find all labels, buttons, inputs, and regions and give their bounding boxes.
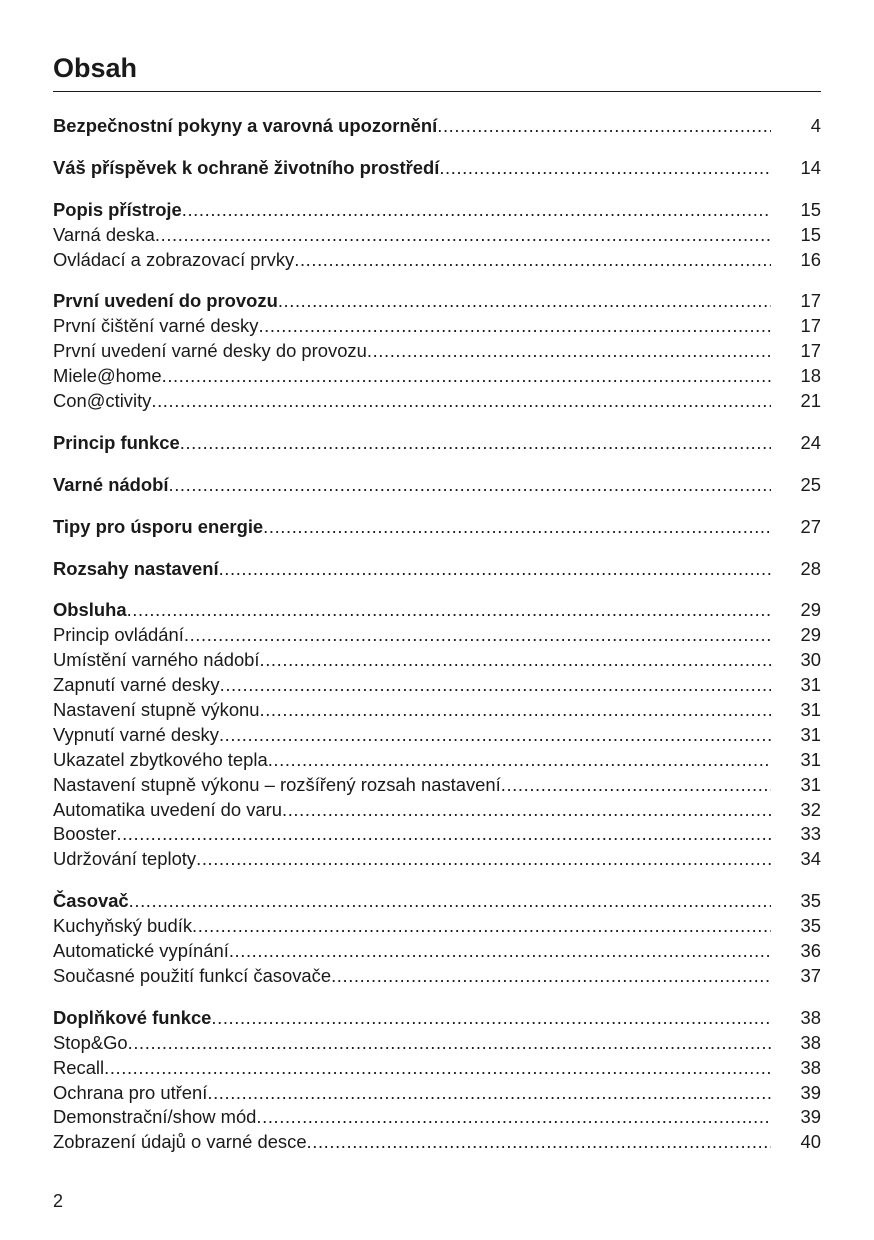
toc-page-number: 34: [800, 848, 821, 870]
toc-section-heading[interactable]: [53, 557, 821, 582]
dot-leader: [196, 847, 771, 872]
dot-leader: [437, 114, 771, 139]
toc-entry-label: Současné použití funkcí časovače: [53, 964, 332, 986]
toc-entry[interactable]: [53, 822, 821, 847]
toc-entry[interactable]: [53, 1130, 821, 1155]
dot-leader: [268, 748, 771, 773]
toc-page-number: 35: [800, 915, 821, 937]
dot-leader: [282, 798, 771, 823]
toc-page-number: 15: [800, 198, 821, 220]
toc-page-number: 16: [800, 248, 821, 270]
dot-leader: [182, 198, 771, 223]
dot-leader: [258, 314, 771, 339]
toc-page-number: 18: [800, 365, 821, 387]
dot-leader: [260, 648, 771, 673]
toc-page-number: 31: [800, 748, 821, 770]
toc-section: [53, 1006, 821, 1155]
dot-leader: [219, 723, 771, 748]
toc-entry-label: Stop&Go: [53, 1031, 128, 1053]
toc-page-number: 31: [800, 723, 821, 745]
dot-leader: [151, 389, 771, 414]
toc-heading-label: Popis přístroje: [53, 198, 182, 220]
toc-entry[interactable]: [53, 698, 821, 723]
toc-section: [53, 431, 821, 456]
toc-entry-label: Con@ctivity: [53, 390, 152, 412]
title-divider: [53, 91, 821, 92]
toc-entry[interactable]: [53, 773, 821, 798]
toc-heading-label: Doplňkové funkce: [53, 1006, 212, 1028]
dot-leader: [168, 473, 771, 498]
toc-entry-label: První uvedení varné desky do provozu: [53, 340, 367, 362]
toc-entry-label: Ochrana pro utření: [53, 1081, 208, 1103]
toc-entry[interactable]: [53, 223, 821, 248]
dot-leader: [501, 773, 771, 798]
toc-entry-label: Nastavení stupně výkonu – rozšířený rozsah nastavení: [53, 773, 501, 795]
toc-section: [53, 156, 821, 181]
dot-leader: [219, 557, 771, 582]
toc-entry[interactable]: [53, 339, 821, 364]
dot-leader: [229, 939, 771, 964]
toc-entry-label: Udržování teploty: [53, 848, 197, 870]
toc-entry-label: Automatické vypínání: [53, 940, 229, 962]
toc-section-heading[interactable]: [53, 114, 821, 139]
toc-page-number: 35: [800, 890, 821, 912]
toc-entry[interactable]: [53, 1105, 821, 1130]
dot-leader: [116, 822, 771, 847]
toc-entry[interactable]: [53, 939, 821, 964]
toc-heading-label: Obsluha: [53, 599, 127, 621]
toc-entry[interactable]: [53, 748, 821, 773]
toc-heading-label: Varné nádobí: [53, 473, 169, 495]
dot-leader: [294, 248, 771, 273]
toc-entry[interactable]: [53, 964, 821, 989]
toc-heading-label: Princip funkce: [53, 431, 180, 453]
toc-section: [53, 289, 821, 413]
dot-leader: [104, 1056, 771, 1081]
toc-page-number: 40: [800, 1131, 821, 1153]
toc-page-number: 38: [800, 1056, 821, 1078]
toc-entry-label: Ukazatel zbytkového tepla: [53, 748, 268, 770]
toc-entry-label: Miele@home: [53, 365, 162, 387]
toc-page-number: 24: [800, 431, 821, 453]
toc-page-number: 29: [800, 624, 821, 646]
dot-leader: [180, 431, 771, 456]
dot-leader: [439, 156, 771, 181]
toc-page-number: 39: [800, 1081, 821, 1103]
toc-page-number: 17: [800, 290, 821, 312]
toc-page-number: 31: [800, 773, 821, 795]
dot-leader: [127, 598, 771, 623]
dot-leader: [260, 698, 771, 723]
toc-entry-label: Automatika uvedení do varu: [53, 798, 283, 820]
toc-entry-label: Zapnutí varné desky: [53, 674, 220, 696]
dot-leader: [128, 1031, 771, 1056]
toc-section-heading[interactable]: [53, 1006, 821, 1031]
toc-section-heading[interactable]: [53, 156, 821, 181]
dot-leader: [155, 223, 771, 248]
toc-entry-label: Kuchyňský budík: [53, 915, 193, 937]
dot-leader: [192, 914, 771, 939]
toc-page-number: 4: [810, 115, 821, 136]
toc-entry-label: Nastavení stupně výkonu: [53, 699, 260, 721]
dot-leader: [207, 1081, 771, 1106]
toc-entry-label: Ovládací a zobrazovací prvky: [53, 248, 295, 270]
toc-heading-label: Váš příspěvek k ochraně životního prostředí: [53, 156, 440, 178]
toc-entry[interactable]: [53, 648, 821, 673]
toc-page-number: 33: [800, 823, 821, 845]
toc-page-number: 25: [800, 473, 821, 495]
toc-section: [53, 598, 821, 872]
toc-heading-label: První uvedení do provozu: [53, 290, 278, 312]
toc-entry[interactable]: [53, 364, 821, 389]
toc-section-heading[interactable]: [53, 598, 821, 623]
dot-leader: [278, 289, 771, 314]
toc-entry[interactable]: [53, 314, 821, 339]
toc-entry[interactable]: [53, 389, 821, 414]
toc-entry[interactable]: [53, 1031, 821, 1056]
toc-page-number: 15: [800, 223, 821, 245]
toc-page-number: 17: [800, 340, 821, 362]
dot-leader: [263, 515, 771, 540]
dot-leader: [256, 1105, 771, 1130]
toc-section-heading[interactable]: [53, 473, 821, 498]
toc-heading-label: Bezpečnostní pokyny a varovná upozornění: [53, 115, 438, 136]
toc-section: [53, 198, 821, 273]
toc-section-heading[interactable]: [53, 289, 821, 314]
toc-page-number: 28: [800, 557, 821, 579]
toc-page-number: 38: [800, 1006, 821, 1028]
toc-page-number: 31: [800, 699, 821, 721]
toc-entry-label: Recall: [53, 1056, 105, 1078]
toc-heading-label: Tipy pro úsporu energie: [53, 515, 264, 537]
toc-page-number: 17: [800, 315, 821, 337]
toc-entry[interactable]: [53, 723, 821, 748]
toc-entry[interactable]: [53, 847, 821, 872]
toc-page-number: 36: [800, 940, 821, 962]
toc-heading-label: Časovač: [53, 890, 129, 912]
toc-entry-label: Varná deska: [53, 223, 155, 245]
toc-section: [53, 473, 821, 498]
toc-page-number: 21: [800, 390, 821, 412]
toc-section: [53, 557, 821, 582]
dot-leader: [184, 623, 771, 648]
toc-entry-label: Demonstrační/show mód: [53, 1106, 257, 1128]
toc-page-number: 38: [800, 1031, 821, 1053]
page-title: Obsah: [53, 53, 138, 83]
toc-section-heading[interactable]: [53, 889, 821, 914]
toc-entry[interactable]: [53, 1056, 821, 1081]
dot-leader: [220, 673, 771, 698]
toc-entry[interactable]: [53, 673, 821, 698]
toc-entry-label: Vypnutí varné desky: [53, 723, 219, 745]
toc-entry-label: Booster: [53, 823, 117, 845]
dot-leader: [211, 1006, 771, 1031]
toc-entry[interactable]: [53, 798, 821, 823]
toc-entry-label: První čištění varné desky: [53, 315, 259, 337]
dot-leader: [331, 964, 771, 989]
dot-leader: [162, 364, 771, 389]
toc-page-number: 27: [800, 515, 821, 537]
dot-leader: [367, 339, 771, 364]
toc-heading-label: Rozsahy nastavení: [53, 557, 219, 579]
toc-entry-label: Princip ovládání: [53, 624, 184, 646]
dot-leader: [307, 1130, 771, 1155]
toc-section-heading[interactable]: [53, 198, 821, 223]
page-number: 2: [53, 1191, 64, 1211]
toc-page-number: 39: [800, 1106, 821, 1128]
toc-page-number: 14: [800, 156, 821, 178]
toc-page-number: 32: [800, 798, 821, 820]
toc-entry[interactable]: [53, 248, 821, 273]
toc-entry[interactable]: [53, 914, 821, 939]
toc-entry-label: Zobrazení údajů o varné desce: [53, 1131, 307, 1153]
toc-page-number: 37: [800, 964, 821, 986]
toc-page-number: 29: [800, 599, 821, 621]
toc-section: [53, 515, 821, 540]
toc-section-heading[interactable]: [53, 431, 821, 456]
toc-section: [53, 114, 821, 139]
table-of-contents: [53, 114, 821, 1172]
toc-page-number: 31: [800, 674, 821, 696]
toc-entry[interactable]: [53, 623, 821, 648]
toc-page-number: 30: [800, 649, 821, 671]
toc-entry-label: Umístění varného nádobí: [53, 649, 260, 671]
toc-section: [53, 889, 821, 989]
toc-entry[interactable]: [53, 1081, 821, 1106]
toc-section-heading[interactable]: [53, 515, 821, 540]
dot-leader: [129, 889, 771, 914]
